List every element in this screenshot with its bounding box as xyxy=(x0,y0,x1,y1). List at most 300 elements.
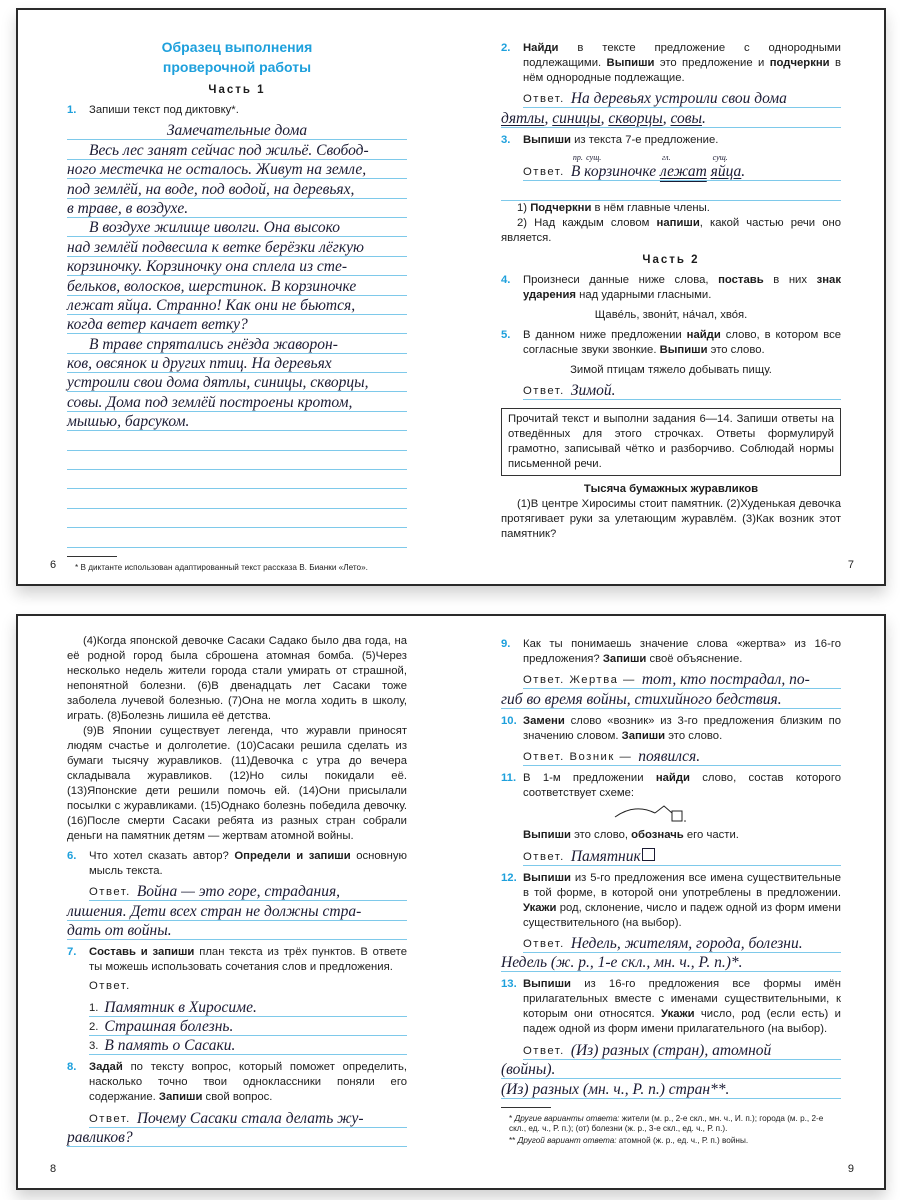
text-segment: Страшная болезнь. xyxy=(104,1017,234,1035)
text-segment: Что хотел сказать автор? xyxy=(89,850,235,862)
text-segment: Щаве́ль, звони́т, на́чал, хво́я. xyxy=(594,308,748,321)
text-segment: (1)В центре Хиросимы стоит памятник. (2)Худенькая девочка протягивает руки за улетающим журавлём. (3)Как возник этот памятник? xyxy=(501,497,841,540)
text-segment: ** xyxy=(509,1135,518,1145)
text-segment: Составь и запиши xyxy=(89,946,195,959)
handwritten-answer xyxy=(501,747,841,766)
answer-line xyxy=(67,431,407,450)
text-segment: Укажи xyxy=(523,901,557,914)
answer-line xyxy=(67,199,407,218)
answer-line xyxy=(67,901,407,920)
text-paragraph xyxy=(501,216,841,246)
text-segment: Другой вариант ответа: xyxy=(517,1135,617,1145)
section-title: Образец выполнения xyxy=(161,39,313,55)
handwritten-text xyxy=(67,142,369,159)
handwritten-answer xyxy=(501,89,841,128)
text-segment: Как ты понимаешь значение слова «жертва» из 16-го предложения? xyxy=(523,638,841,665)
part-heading: Часть 2 xyxy=(642,253,700,266)
handwritten-text xyxy=(67,374,368,391)
answer-label: Ответ. xyxy=(523,166,565,179)
handwritten-text xyxy=(571,935,803,952)
text-segment: . xyxy=(701,109,706,127)
answer-line xyxy=(67,121,407,140)
text-segment: найди xyxy=(686,328,721,341)
answer-line xyxy=(523,153,841,181)
text-segment: лежат xyxy=(659,163,707,181)
answer-line xyxy=(501,181,841,200)
answer-label: Ответ. xyxy=(523,384,565,397)
text-segment: в нём главные члены. xyxy=(591,201,710,214)
text-segment: Замени xyxy=(523,714,565,727)
answer-line xyxy=(67,160,407,179)
answer-line xyxy=(67,921,407,940)
answer-line xyxy=(523,934,841,953)
text-segment: Запиши текст под диктовку*. xyxy=(89,104,239,116)
answer-line xyxy=(523,747,841,766)
task-instruction xyxy=(523,133,841,148)
text-segment: (Из) разных (мн. ч., Р. п.) стран**. xyxy=(501,1080,730,1098)
answer-line xyxy=(89,882,407,901)
answer-label: Ответ. xyxy=(523,850,565,863)
handwritten-text xyxy=(104,1037,235,1054)
text-segment: Запиши xyxy=(621,729,666,742)
text-segment: в них xyxy=(763,273,817,286)
text-segment: по тексту вопрос, который поможет определить, насколько точно твои одноклассники поняли его содержание. xyxy=(89,1061,407,1104)
page-9 xyxy=(451,616,884,1188)
task-item xyxy=(67,1060,407,1105)
story-title xyxy=(501,482,841,497)
answer-line xyxy=(67,1128,407,1147)
footnote xyxy=(67,563,407,574)
text-segment: Зимой. xyxy=(570,381,616,399)
text-segment: основную мысль текста. xyxy=(89,850,408,877)
task-number: 3. xyxy=(501,133,511,146)
text-segment: Почему Сасаки стала делать жу- xyxy=(136,1109,364,1127)
part-of-speech-annotation: сущ. xyxy=(586,153,602,163)
handwritten-text xyxy=(571,90,787,107)
text-segment: это предложение и xyxy=(654,57,770,69)
text-segment: Задай xyxy=(89,1061,123,1074)
task-item xyxy=(501,714,841,744)
text-segment: дать от войны. xyxy=(67,922,172,940)
annotated-word xyxy=(584,153,657,181)
footnote xyxy=(501,1136,841,1147)
handwritten-text xyxy=(67,336,338,353)
task-item xyxy=(67,103,407,118)
text-segment: своё объяснение. xyxy=(646,653,743,665)
handwritten-answer xyxy=(501,670,841,709)
text-segment: * В диктанте использован адаптированный текст рассказа В. Бианки «Лето». xyxy=(75,562,368,572)
handwritten-text xyxy=(67,239,364,256)
page-7 xyxy=(451,10,884,584)
answer-line xyxy=(67,218,407,237)
page-6 xyxy=(18,10,451,584)
task-number: 12. xyxy=(501,871,517,884)
answer-line xyxy=(89,1017,407,1036)
footnote-divider xyxy=(501,1107,551,1108)
task-item xyxy=(501,133,841,148)
text-segment: устроили свои дома дятлы, синицы, скворцы, xyxy=(67,374,369,392)
task-instruction xyxy=(89,103,407,118)
handwritten-text xyxy=(501,110,706,127)
text-segment: корзиночку. Корзиночку она сплела из сте- xyxy=(67,258,348,276)
handwritten-text xyxy=(67,413,189,430)
page-number: 6 xyxy=(50,559,57,571)
handwritten-text xyxy=(67,297,355,314)
handwritten-text xyxy=(104,1018,233,1035)
text-segment: слово, состав которого соответствует схеме: xyxy=(523,772,841,800)
text-segment: На деревьях устроили свои дома xyxy=(570,90,787,108)
handwritten-text xyxy=(67,316,248,333)
text-segment: это слово. xyxy=(707,343,765,356)
text-segment: лежат яйца. Странно! Как они не бьются, xyxy=(67,296,356,314)
handwritten-text xyxy=(571,1042,771,1059)
answer-label: Ответ. xyxy=(89,886,131,899)
answer-line xyxy=(67,470,407,489)
task-instruction xyxy=(523,273,841,303)
task-instruction xyxy=(523,977,841,1037)
handwritten-text xyxy=(571,848,655,865)
text-segment: Определи и запиши xyxy=(234,850,351,862)
answer-line xyxy=(67,392,407,411)
plan-item-number: 3. xyxy=(89,1040,99,1053)
answer-line xyxy=(67,354,407,373)
handwritten-text xyxy=(167,122,307,139)
text-segment: Прочитай текст и выполни задания 6—14. Запиши ответы на отведённых для этого строчках. Ответы формулируй грамотно, записывай чётко и разборчиво. Соблюдай нормы письменной речи. xyxy=(508,412,834,470)
text-segment: Запиши xyxy=(602,653,647,665)
answer-line xyxy=(67,528,407,547)
handwritten-answer xyxy=(501,846,841,865)
text-segment: мышью, барсуком. xyxy=(67,413,190,431)
text-segment: (4)Когда японской девочке Сасаки Садако было два года, на её родной город была сброшена атомная бомба. (5)Через несколько недель жители города стали умирать от страшной, непонятной болезни. (6)В двенадцать лет Сасаки тоже заболела лучевой болезнью. (7)Она не могла ходить в школу, играть. (8)Болезнь лишила её детства. xyxy=(67,635,407,722)
text-segment: в траве, в воздухе. xyxy=(67,199,189,217)
answer-line xyxy=(67,237,407,256)
text-segment: ков, овсянок и других птиц. На деревьях xyxy=(67,355,332,373)
plan-item-number: 1. xyxy=(89,1001,99,1014)
text-segment: род, склонение, число и падеж одной из форм имени существительного (на выбор). xyxy=(523,901,841,929)
text-segment: лишения. Дети всех стран не должны стра- xyxy=(67,902,362,920)
instructions-box xyxy=(501,408,841,476)
handwritten-answer xyxy=(501,934,841,973)
answer-line xyxy=(501,1079,841,1098)
text-segment: Укажи xyxy=(661,1008,695,1021)
text-segment: из 16-го предложения все формы имён прилагательных вместе с именами существительными, к которым они относятся. xyxy=(523,978,841,1021)
text-segment: В воздухе жилище иволги. Она высоко xyxy=(89,219,341,237)
text-segment: . xyxy=(741,163,746,181)
text-segment: обозначь xyxy=(631,829,684,842)
task-number: 11. xyxy=(501,772,517,785)
text-segment: Выпиши xyxy=(523,133,571,146)
text-segment: план текста из трёх пунктов. В ответе ты можешь использовать сочетания слов и предложения. xyxy=(89,946,408,974)
answer-line xyxy=(523,670,841,689)
text-paragraph xyxy=(89,979,407,994)
text-segment: гиб во время войны, стихийного бедствия. xyxy=(501,690,782,708)
answer-line xyxy=(67,179,407,198)
footnote xyxy=(501,1114,841,1135)
part-of-speech-annotation: пр. xyxy=(572,153,583,163)
task-number: 8. xyxy=(67,1061,77,1074)
text-segment: В xyxy=(570,163,581,181)
text-segment: бельков, волосков, шерстинок. В корзиночке xyxy=(67,277,357,295)
answer-label: Ответ. Возник — xyxy=(523,751,633,764)
text-segment: атомной (ж. р., ед. ч., Р. п.) войны. xyxy=(616,1135,749,1145)
task-item xyxy=(67,849,407,879)
text-segment: ного местечка не осталось. Живут на земле, xyxy=(67,161,367,179)
text-segment: тот, кто пострадал, по- xyxy=(641,671,810,689)
text-segment: синицы xyxy=(552,109,601,127)
text-segment: В данном ниже предложении xyxy=(523,328,687,341)
handwritten-text xyxy=(67,200,188,217)
handwritten-text xyxy=(137,883,340,900)
text-segment: число, род (если есть) и падеж одной из форм имени прилагательного (на выбор). xyxy=(523,1008,841,1036)
page-number: 8 xyxy=(50,1163,57,1175)
text-segment: Произнеси данные ниже слова, xyxy=(523,273,719,286)
answer-line xyxy=(501,953,841,972)
handwritten-text xyxy=(67,394,352,411)
page-content xyxy=(501,36,841,542)
text-segment: слово, в котором все согласные звуки звонкие. xyxy=(523,328,842,356)
handwritten-answer xyxy=(501,1040,841,1098)
text-segment: (Из) разных (стран), атомной xyxy=(570,1041,772,1059)
handwritten-text xyxy=(67,161,366,178)
answer-line xyxy=(523,1040,841,1059)
task-number: 4. xyxy=(501,273,511,286)
text-segment: Недель, жителям, города, болезни. xyxy=(570,934,803,952)
text-segment: Другие варианты ответа: xyxy=(514,1113,620,1123)
text-segment: его части. xyxy=(683,829,739,842)
handwritten-text xyxy=(570,153,746,181)
handwritten-text xyxy=(67,1129,133,1146)
text-segment: (войны). xyxy=(501,1061,556,1079)
answer-line xyxy=(67,412,407,431)
task-instruction xyxy=(523,771,841,801)
text-segment: поставь xyxy=(718,273,764,286)
handwritten-text xyxy=(501,691,782,708)
text-segment: скворцы xyxy=(608,109,663,127)
footnote-divider xyxy=(67,556,117,557)
text-segment: , какой частью речи оно является. xyxy=(501,216,841,244)
task-item xyxy=(501,328,841,358)
answer-line xyxy=(67,509,407,528)
text-segment: В 1-м предложении xyxy=(523,772,656,785)
task-instruction xyxy=(523,637,841,667)
text-segment: * xyxy=(509,1113,515,1123)
part-of-speech-annotation: гл. xyxy=(661,153,671,163)
handwritten-text xyxy=(67,355,332,372)
task-item xyxy=(501,977,841,1037)
answer-line xyxy=(89,1108,407,1127)
task-number: 7. xyxy=(67,946,77,959)
text-segment: появился. xyxy=(638,748,701,766)
text-segment: найди xyxy=(655,772,690,785)
text-segment: равликов? xyxy=(67,1129,133,1147)
text-segment: в нём однородные подлежащие. xyxy=(523,57,841,84)
handwritten-answer xyxy=(67,882,407,940)
word-structure-scheme xyxy=(501,802,841,824)
text-segment: в тексте предложение с однородными подлежащими. xyxy=(523,42,841,69)
answer-line xyxy=(89,1036,407,1055)
section-title: проверочной работы xyxy=(162,59,312,75)
task-item xyxy=(67,945,407,975)
annotated-word xyxy=(710,153,742,181)
text-segment: , xyxy=(544,109,553,127)
answer-line xyxy=(67,334,407,353)
handwritten-answer xyxy=(67,997,407,1055)
spread-pages-6-7 xyxy=(16,8,886,586)
handwritten-text xyxy=(67,258,347,275)
text-segment: подчеркни xyxy=(769,57,830,69)
text-segment: Выпиши xyxy=(523,871,571,884)
text-segment: слово «возник» из 3-го предложения близким по значению словом. xyxy=(523,714,841,742)
text-segment: В память о Сасаки. xyxy=(104,1037,236,1055)
task-instruction xyxy=(89,849,407,879)
text-segment: , xyxy=(600,109,609,127)
handwritten-text xyxy=(501,954,743,971)
handwritten-answer xyxy=(67,121,407,548)
text-segment: из 5-го предложения все имена существительные в той форме, в которой они употреблены в предложении. xyxy=(523,871,841,899)
handwritten-text xyxy=(67,278,356,295)
text-segment: Зимой птицам тяжело добывать пищу. xyxy=(570,363,772,376)
text-paragraph xyxy=(501,497,841,542)
handwritten-text xyxy=(104,999,256,1016)
answer-line xyxy=(67,315,407,334)
page-content xyxy=(67,634,407,1147)
annotated-word xyxy=(659,153,707,181)
page-content xyxy=(67,36,407,573)
task-instruction xyxy=(523,714,841,744)
answer-line xyxy=(501,1060,841,1079)
example-sentence xyxy=(501,363,841,378)
spread-pages-8-9 xyxy=(16,614,886,1190)
handwritten-text xyxy=(67,219,340,236)
answer-line xyxy=(501,689,841,708)
task-item xyxy=(501,871,841,931)
handwritten-text xyxy=(67,922,172,939)
text-segment: 1) xyxy=(517,201,531,214)
answer-label: Ответ. Жертва — xyxy=(523,674,636,687)
text-segment: Подчеркни xyxy=(530,201,592,214)
root-suffix-ending-scheme-icon xyxy=(611,802,691,824)
text-segment: 2) Над каждым словом xyxy=(517,216,657,229)
text-segment: Памятник xyxy=(570,847,641,865)
page-8 xyxy=(18,616,451,1188)
handwritten-text xyxy=(642,671,810,688)
text-segment: это слово, xyxy=(570,829,632,842)
answer-label: Ответ. xyxy=(523,1044,565,1057)
answer-line xyxy=(67,489,407,508)
answer-line xyxy=(67,296,407,315)
task-number: 5. xyxy=(501,328,511,341)
text-segment: корзиночке xyxy=(584,163,657,181)
text-paragraph xyxy=(67,634,407,724)
handwritten-text xyxy=(571,382,616,399)
answer-label: Ответ. xyxy=(523,937,565,950)
text-paragraph xyxy=(523,828,841,843)
answer-line xyxy=(67,451,407,470)
text-segment: над ударными гласными. xyxy=(576,288,712,301)
text-segment: свой вопрос. xyxy=(202,1091,273,1104)
task-number: 9. xyxy=(501,638,511,650)
text-segment: Памятник в Хиросиме. xyxy=(104,998,257,1016)
text-segment: Недель (ж. р., 1-е скл., мн. ч., Р. п.)*. xyxy=(501,954,743,972)
task-instruction xyxy=(89,945,407,975)
text-segment: над землёй подвесила к ветке берёзки лёгкую xyxy=(67,238,364,256)
text-segment: В траве спрятались гнёзда жаворон- xyxy=(89,335,338,353)
text-segment: Выпиши xyxy=(523,829,571,842)
text-segment: Весь лес занят сейчас под жильё. Свобод- xyxy=(89,141,369,159)
task-instruction xyxy=(523,41,841,86)
task-item xyxy=(501,273,841,303)
text-segment: из текста 7-е предложение. xyxy=(570,133,719,146)
text-segment: совы xyxy=(670,109,702,127)
task-number: 1. xyxy=(67,104,77,116)
task-number: 13. xyxy=(501,978,517,991)
text-segment: , xyxy=(662,109,671,127)
ending-box-icon xyxy=(642,848,655,861)
plan-item-number: 2. xyxy=(89,1020,99,1033)
text-segment: знак ударения xyxy=(523,273,841,301)
text-segment: дятлы xyxy=(501,109,545,127)
part-heading: Часть 1 xyxy=(208,84,266,96)
answer-line xyxy=(501,108,841,127)
text-segment: Война — это горе, страдания, xyxy=(136,883,341,901)
text-segment: совы. Дома под землёй построены кротом, xyxy=(67,393,353,411)
handwritten-text xyxy=(638,748,700,765)
text-segment: Выпиши xyxy=(606,57,655,69)
answer-line xyxy=(67,140,407,159)
answer-line xyxy=(523,89,841,108)
example-sentence xyxy=(501,308,841,323)
text-segment: Запиши xyxy=(158,1091,203,1104)
task-item xyxy=(501,771,841,801)
page-number: 7 xyxy=(847,559,854,571)
text-paragraph xyxy=(67,724,407,844)
answer-line xyxy=(89,997,407,1016)
answer-line xyxy=(67,257,407,276)
text-segment: Найди xyxy=(523,42,559,54)
text-segment: яйца xyxy=(710,163,742,181)
part-of-speech-annotation: сущ. xyxy=(712,153,728,163)
text-segment: Выпиши xyxy=(659,343,708,356)
text-segment: это слово. xyxy=(665,729,723,742)
handwritten-text xyxy=(67,181,354,198)
text-segment: под землёй, на воде, под водой, на деревьях, xyxy=(67,180,355,198)
text-segment: Ответ. xyxy=(89,980,131,993)
task-instruction xyxy=(523,871,841,931)
page-content xyxy=(501,632,841,1146)
answer-label: Ответ. xyxy=(523,93,565,106)
task-item xyxy=(501,41,841,86)
handwritten-text xyxy=(137,1110,364,1127)
handwritten-answer xyxy=(501,381,841,400)
task-instruction xyxy=(523,328,841,358)
answer-line xyxy=(523,846,841,865)
annotated-word xyxy=(570,153,583,181)
task-number: 2. xyxy=(501,42,511,54)
text-segment: Выпиши xyxy=(523,978,571,991)
handwritten-answer xyxy=(501,153,841,201)
handwritten-text xyxy=(67,903,361,920)
answer-label: Ответ. xyxy=(89,1112,131,1125)
answer-line xyxy=(523,381,841,400)
answer-line xyxy=(67,276,407,295)
handwritten-text xyxy=(501,1081,729,1098)
text-segment: напиши xyxy=(656,216,700,229)
text-segment: когда ветер качает ветку? xyxy=(67,316,248,334)
task-number: 10. xyxy=(501,714,517,727)
task-item xyxy=(501,637,841,667)
task-number: 6. xyxy=(67,850,77,862)
task-instruction xyxy=(89,1060,407,1105)
